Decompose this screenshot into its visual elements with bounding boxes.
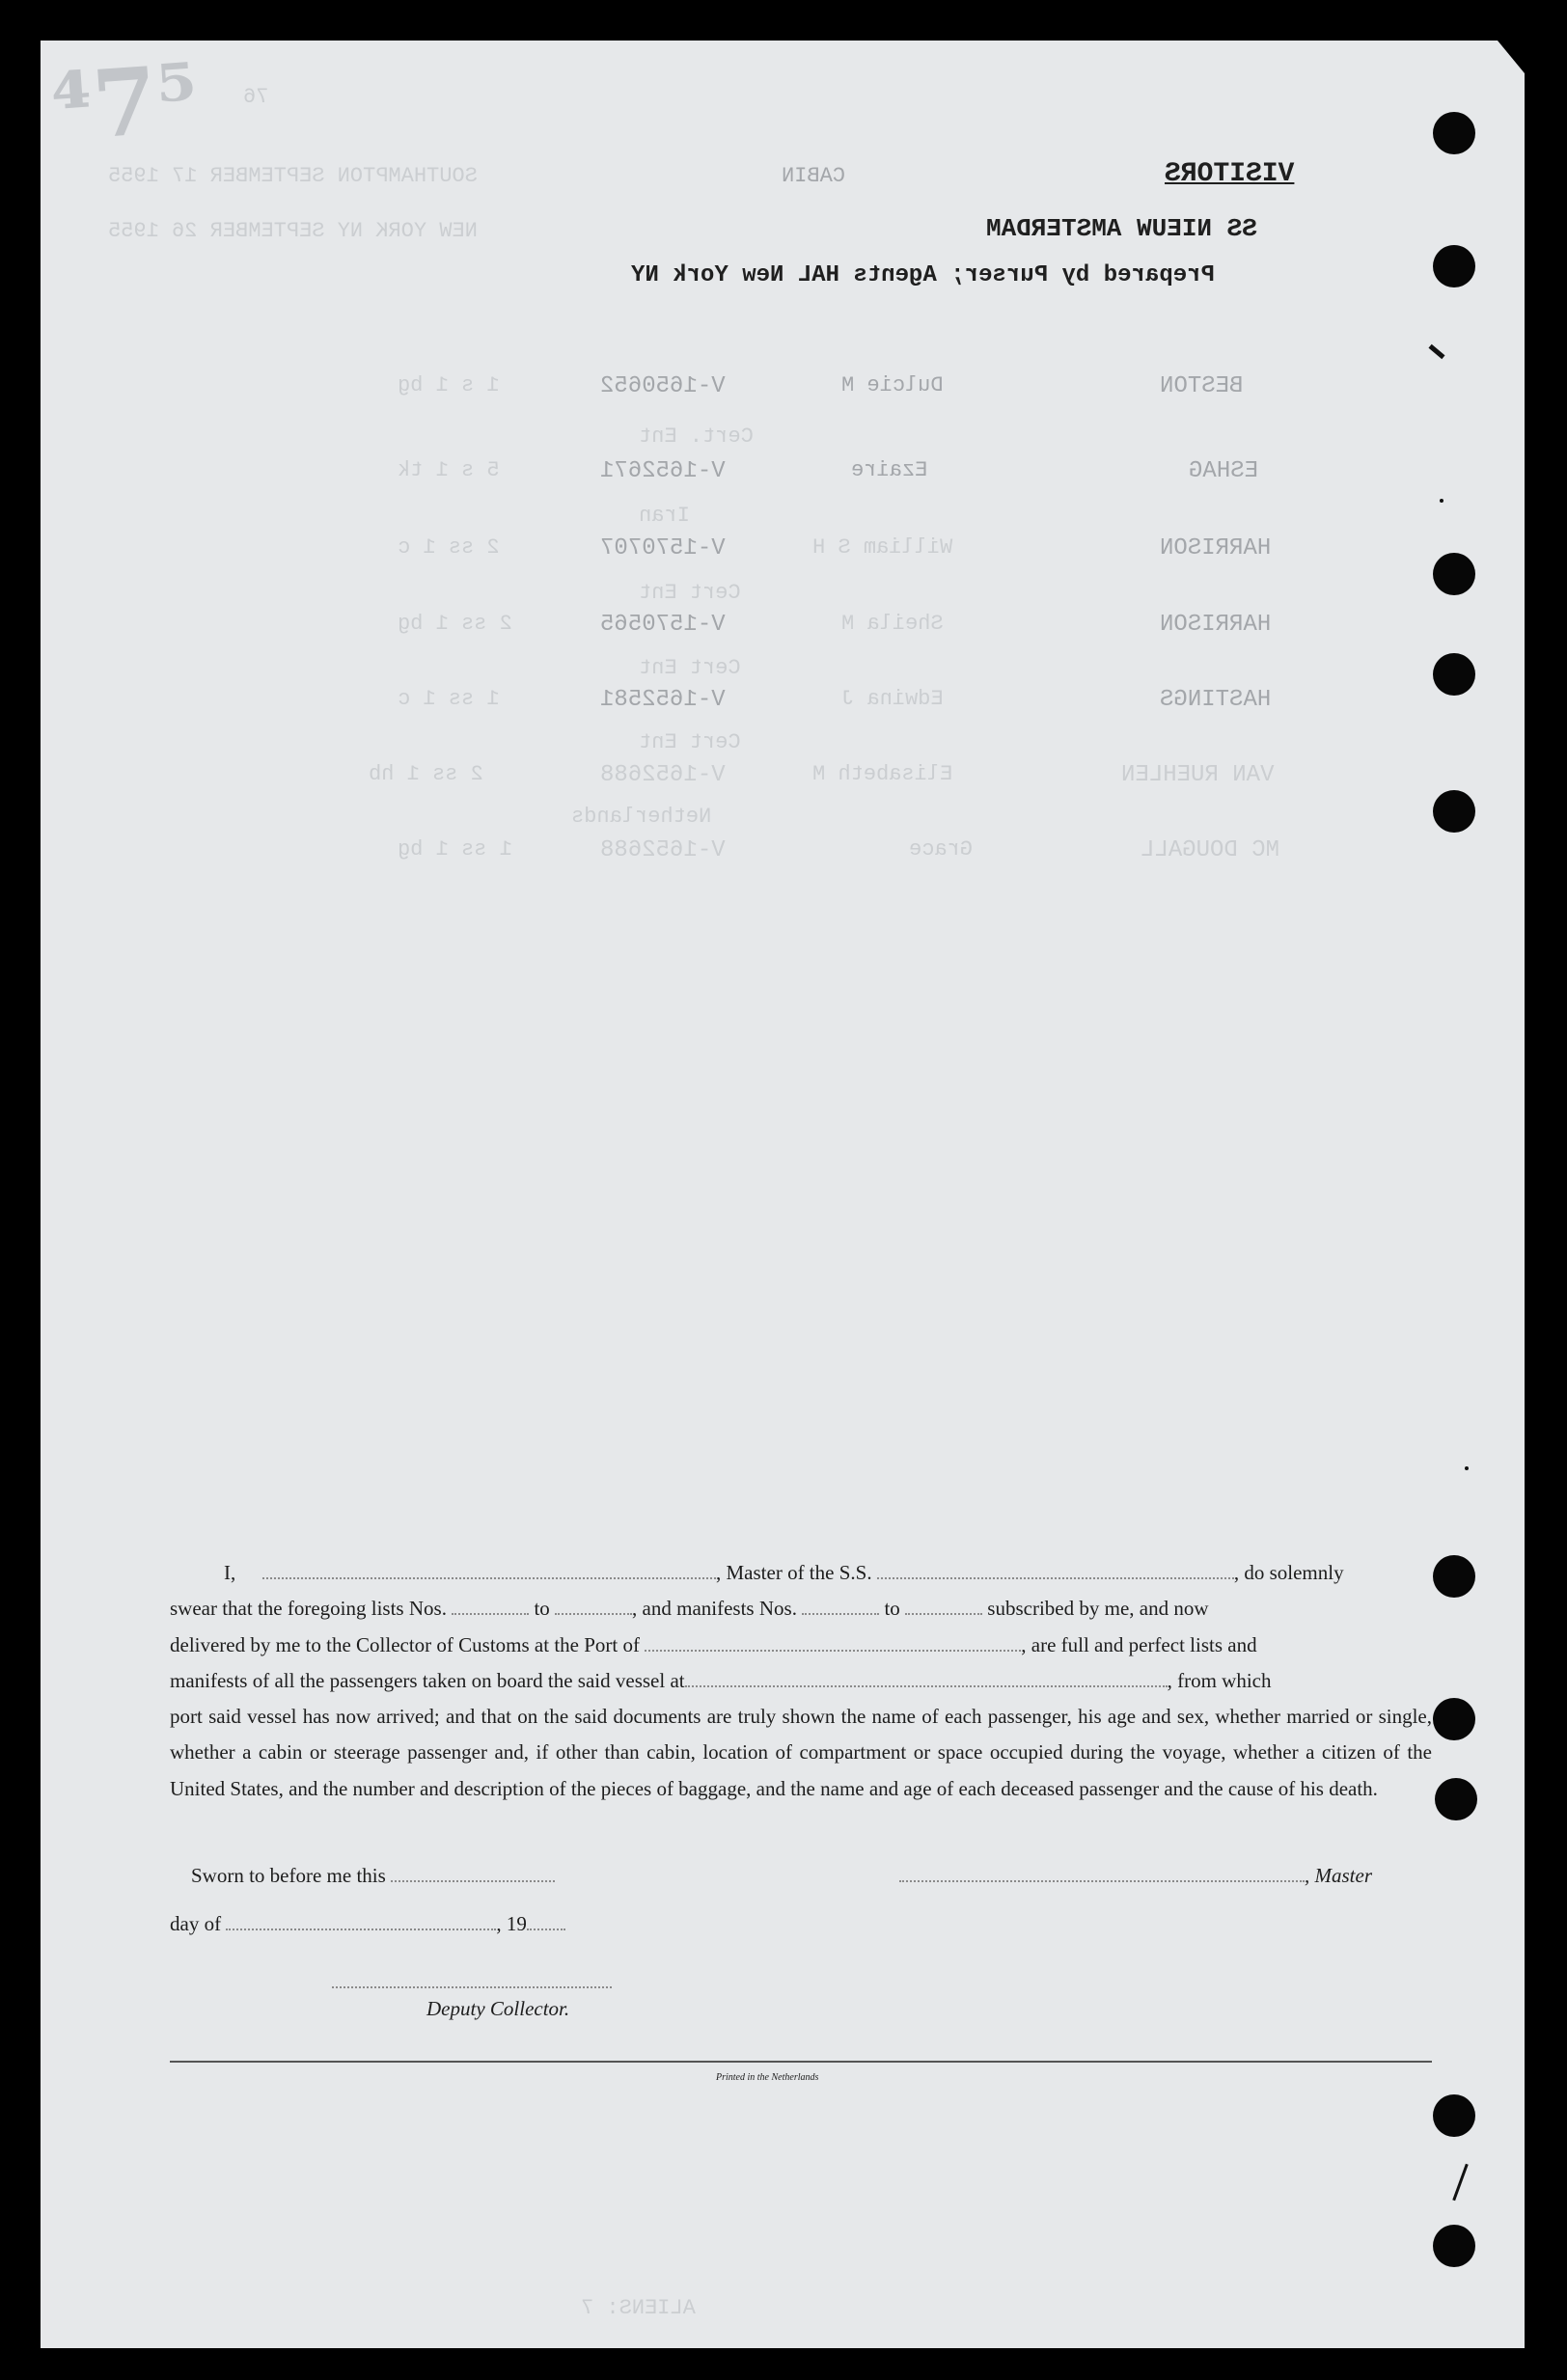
list-to-field[interactable]: [555, 1600, 632, 1615]
punch-hole: [1433, 245, 1475, 287]
passenger-permit: Cert Ent: [639, 581, 741, 605]
year-field[interactable]: [527, 1915, 565, 1930]
header-class: CABIN: [782, 164, 846, 188]
passenger-given: Grace: [909, 837, 974, 862]
passenger-visa: V-1652671: [600, 458, 726, 484]
passenger-given: William S H: [812, 535, 953, 560]
punch-hole: [1433, 2225, 1475, 2267]
passenger-permit: Cert Ent: [639, 656, 741, 680]
punch-hole: [1433, 1698, 1475, 1740]
oath-text: I, , Master of the S.S. , do solemnly swear that the foregoing lists Nos. to , and manifests Nos. to subscribed by me, and now delivered by me to the Collector of Customs at the Port of , are full and perfect lists and manifests of all the passengers taken on board the said vessel at , from which port said vessel has now arrived; and that on the said documents are truly shown the name of each passenger, his age and sex, whether married or single, whether a cabin or steerage passenger and, if other than cabin, location of compartment or space occupied during the voyage, whether a citizen of the United States, and the number and description of the pieces of baggage, and the name and age of each deceased passenger and the cause of his death.: [170, 1561, 1432, 1800]
sworn-line: Sworn to before me this: [191, 1864, 555, 1888]
passenger-permit: Cert. Ent: [639, 424, 754, 449]
ship-name-field[interactable]: [877, 1564, 1234, 1579]
punch-hole: [1433, 1555, 1475, 1598]
manifest-page: [41, 41, 1525, 2348]
list-from-field[interactable]: [452, 1600, 529, 1615]
passenger-permit: Netherlands: [571, 805, 712, 829]
corner-note: 76: [243, 85, 269, 109]
master-signature-line: , Master: [899, 1864, 1372, 1888]
stray-mark: [1440, 499, 1443, 503]
folded-corner: [1498, 41, 1525, 73]
stray-mark: [1428, 344, 1444, 359]
deputy-collector-label: Deputy Collector.: [426, 1997, 570, 2020]
passenger-given: Elisabeth M: [812, 762, 953, 786]
punch-hole: [1433, 790, 1475, 833]
stray-mark: [1465, 1466, 1469, 1470]
passenger-visa: V-1570565: [600, 612, 726, 638]
passenger-baggage: 5 s 1 tk: [398, 458, 500, 482]
sworn-date-field[interactable]: [391, 1867, 555, 1882]
passenger-visa: V-1570707: [600, 535, 726, 561]
passenger-baggage: 1 ss 1 bg: [398, 837, 512, 862]
embark-port-field[interactable]: [685, 1672, 1168, 1687]
punch-hole: [1433, 112, 1475, 154]
manifest-to-field[interactable]: [905, 1600, 982, 1615]
day-of-field[interactable]: [226, 1915, 496, 1930]
port-field[interactable]: [645, 1636, 1021, 1652]
passenger-baggage: 1 ss 1 c: [398, 687, 500, 711]
passenger-given: Sheila M: [841, 612, 944, 636]
header-ship: SS NIEUW AMSTERDAM: [986, 214, 1257, 243]
passenger-given: Ezaire: [851, 458, 928, 482]
manifest-from-field[interactable]: [802, 1600, 879, 1615]
passenger-baggage: 2 ss 1 bg: [398, 612, 512, 636]
passenger-surname: ESHAG: [1189, 458, 1259, 484]
passenger-given: Dulcie M: [841, 373, 944, 397]
punch-hole: [1433, 2094, 1475, 2137]
passenger-visa: V-1652688: [600, 762, 726, 788]
bottom-stamp: ALIENS: 7: [581, 2296, 696, 2320]
passenger-permit: Iran: [639, 504, 690, 528]
header-route: SOUTHAMPTON SEPTEMBER 17 1955: [108, 164, 478, 188]
passenger-surname: HASTINGS: [1160, 687, 1272, 713]
header-arrival: NEW YORK NY SEPTEMBER 26 1955: [108, 219, 478, 243]
prepared-by: Prepared by Purser; Agents HAL New York NY: [631, 262, 1215, 288]
passenger-visa: V-1652581: [600, 687, 726, 713]
passenger-surname: HARRISON: [1160, 612, 1272, 638]
printer-credit: Printed in the Netherlands: [716, 2072, 819, 2083]
master-name-field[interactable]: [262, 1564, 716, 1579]
handwritten-mark: ⁴7⁵: [48, 42, 202, 163]
punch-hole: [1433, 653, 1475, 696]
deputy-signature-line: [332, 1970, 612, 1994]
footer-rule: [170, 2061, 1432, 2063]
passenger-permit: Cert Ent: [639, 730, 741, 754]
header-title: VISITORS: [1165, 159, 1295, 189]
passenger-visa: V-1650652: [600, 373, 726, 399]
day-of-line: day of , 19: [170, 1912, 565, 1936]
passenger-surname: HARRISON: [1160, 535, 1272, 561]
passenger-baggage: 2 ss 1 c: [398, 535, 500, 560]
passenger-surname: BESTON: [1160, 373, 1244, 399]
punch-hole: [1435, 1778, 1477, 1820]
deputy-signature-field[interactable]: [332, 1973, 612, 1988]
passenger-baggage: 1 s 1 bg: [398, 373, 500, 397]
passenger-surname: MC DOUGALL: [1141, 837, 1280, 863]
passenger-surname: VAN RUEHLEN: [1121, 762, 1275, 788]
master-signature-field[interactable]: [899, 1867, 1305, 1882]
stray-mark: [1452, 2164, 1469, 2202]
punch-hole: [1433, 553, 1475, 595]
passenger-baggage: 2 ss 1 hb: [369, 762, 483, 786]
passenger-visa: V-1652688: [600, 837, 726, 863]
passenger-given: Edwina J: [841, 687, 944, 711]
